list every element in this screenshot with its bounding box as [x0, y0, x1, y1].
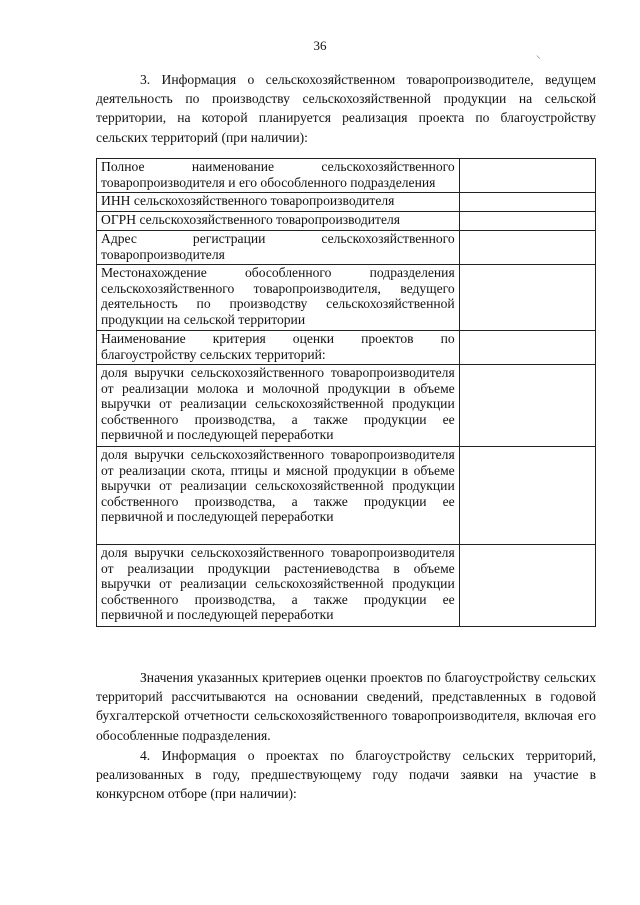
row-value-cell	[459, 265, 595, 331]
table-row	[97, 212, 596, 231]
table-row	[97, 231, 596, 265]
criteria-note: Значения указанных критериев оценки проектов по благоустройству сельских территорий рассчитываются на основании сведений, представленных в годовой бухгалтерской отчетности сельскохозяйственного товаропроизводителя, включая его обособленные подразделения.	[96, 670, 596, 743]
row-label: ИНН сельскохозяйственного товаропроизводителя	[97, 193, 460, 212]
page-number: 36	[313, 38, 327, 53]
table-row	[97, 331, 596, 365]
table-row	[97, 365, 596, 447]
row-value-cell	[459, 212, 595, 231]
row-value-cell	[459, 331, 595, 365]
table-row	[97, 193, 596, 212]
table-row	[97, 159, 596, 193]
row-label: Адрес регистрации сельскохозяйственного товаропроизводителя	[97, 231, 460, 265]
row-label: Местонахождение обособленного подразделения сельскохозяйственного товаропроизводителя, ведущего деятельность по производству сельскохозяйственной продукции на сельской территории	[97, 265, 460, 331]
row-value-cell	[459, 193, 595, 212]
row-label: Наименование критерия оценки проектов по благоустройству сельских территорий:	[97, 331, 460, 365]
table-row	[97, 265, 596, 331]
table-row	[97, 545, 596, 627]
producer-info-table	[96, 158, 596, 627]
row-value-cell	[459, 231, 595, 265]
row-value-cell	[459, 447, 595, 545]
row-label: доля выручки сельскохозяйственного товаропроизводителя от реализации скота, птицы и мясной продукции в объеме выручки от реализации сельскохозяйственной продукции собственного производства, а также продукции ее первичной и последующей переработки	[97, 447, 460, 545]
table-row	[97, 447, 596, 545]
row-value-cell	[459, 159, 595, 193]
section-3-intro: 3. Информация о сельскохозяйственном товаропроизводителе, ведущем деятельность по производству сельскохозяйственной продукции на сельской территории, на которой планируется реализация проекта по благоустройству сельских территорий (при наличии):	[96, 72, 596, 145]
row-label: доля выручки сельскохозяйственного товаропроизводителя от реализации продукции растениеводства в объеме выручки от реализации сельскохозяйственной продукции собственного производства, а также продукции ее первичной и последующей переработки	[97, 545, 460, 627]
row-value-cell	[459, 365, 595, 447]
row-label: ОГРН сельскохозяйственного товаропроизводителя	[97, 212, 460, 231]
corner-mark: ⸜	[536, 50, 541, 60]
section-4-intro: 4. Информация о проектах по благоустройству сельских территорий, реализованных в году, предшествующему году подачи заявки на участие в конкурсном отборе (при наличии):	[96, 748, 596, 802]
row-value-cell	[459, 545, 595, 627]
row-label: Полное наименование сельскохозяйственного товаропроизводителя и его обособленного подразделения	[97, 159, 460, 193]
row-label: доля выручки сельскохозяйственного товаропроизводителя от реализации молока и молочной продукции в объеме выручки от реализации сельскохозяйственной продукции собственного производства, а также продукции ее первичной и последующей переработки	[97, 365, 460, 447]
